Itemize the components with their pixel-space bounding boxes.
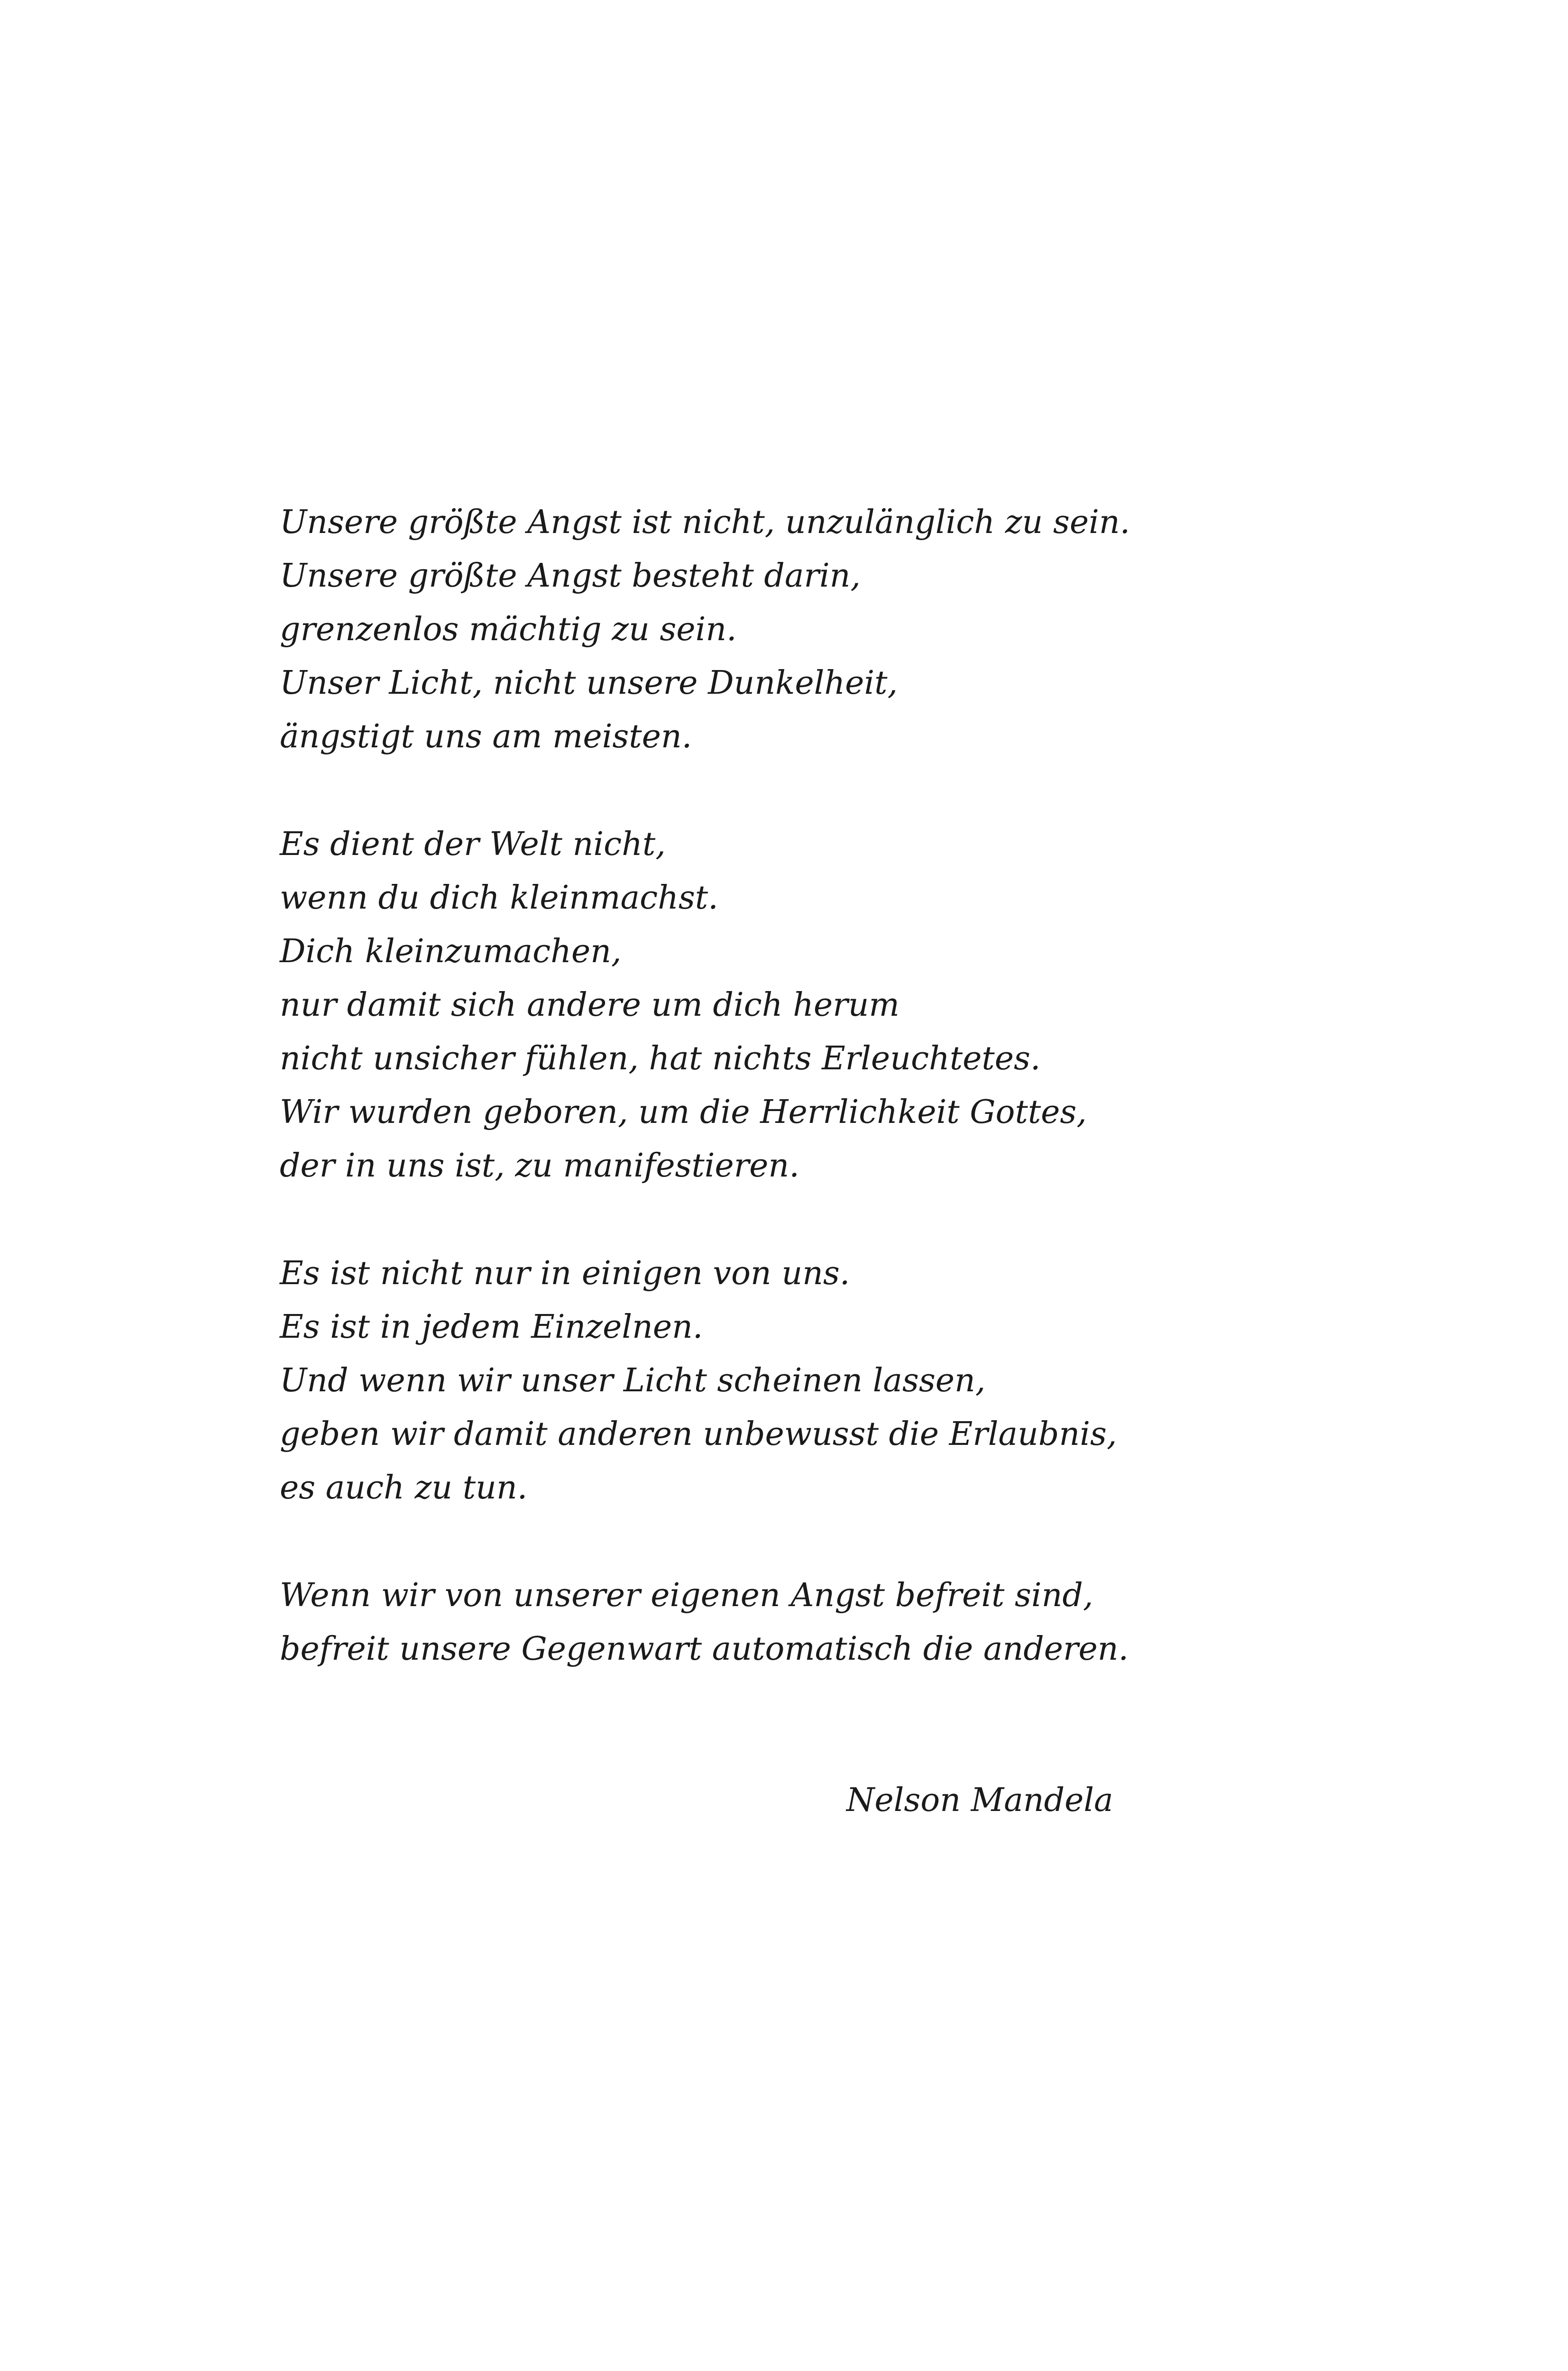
poem-line: befreit unsere Gegenwart automatisch die anderen.: [280, 1630, 1129, 1668]
poem-line: Unsere größte Angst besteht darin,: [280, 557, 861, 595]
poem-line: Es dient der Welt nicht,: [280, 826, 666, 863]
poem: [280, 496, 1275, 1730]
poem-line: Es ist nicht nur in einigen von uns.: [280, 1255, 850, 1292]
stanza-4: [280, 1569, 1275, 1676]
poem-line: Und wenn wir unser Licht scheinen lassen,: [280, 1362, 986, 1399]
poem-line: ängstigt uns am meisten.: [280, 718, 692, 755]
poem-line: Unser Licht, nicht unsere Dunkelheit,: [280, 664, 898, 702]
poem-line: grenzenlos mächtig zu sein.: [280, 611, 737, 648]
poem-line: Es ist in jedem Einzelnen.: [280, 1308, 703, 1346]
poem-line: der in uns ist, zu manifestieren.: [280, 1147, 799, 1185]
poem-line: Unsere größte Angst ist nicht, unzulänglich zu sein.: [280, 504, 1130, 541]
poem-line: nur damit sich andere um dich herum: [280, 986, 900, 1024]
stanza-3: [280, 1247, 1275, 1515]
poem-line: es auch zu tun.: [280, 1469, 528, 1507]
poem-line: Wir wurden geboren, um die Herrlichkeit Gottes,: [280, 1094, 1087, 1131]
poem-line: Dich kleinzumachen,: [280, 933, 622, 970]
poem-line: geben wir damit anderen unbewusst die Erlaubnis,: [280, 1415, 1117, 1453]
poem-line: wenn du dich kleinmachst.: [280, 879, 718, 917]
stanza-1: [280, 496, 1275, 763]
author-signature: Nelson Mandela: [846, 1782, 1113, 1819]
poem-line: Wenn wir von unserer eigenen Angst befreit sind,: [280, 1577, 1093, 1614]
poem-line: nicht unsicher fühlen, hat nichts Erleuchtetes.: [280, 1040, 1041, 1077]
stanza-2: [280, 818, 1275, 1193]
